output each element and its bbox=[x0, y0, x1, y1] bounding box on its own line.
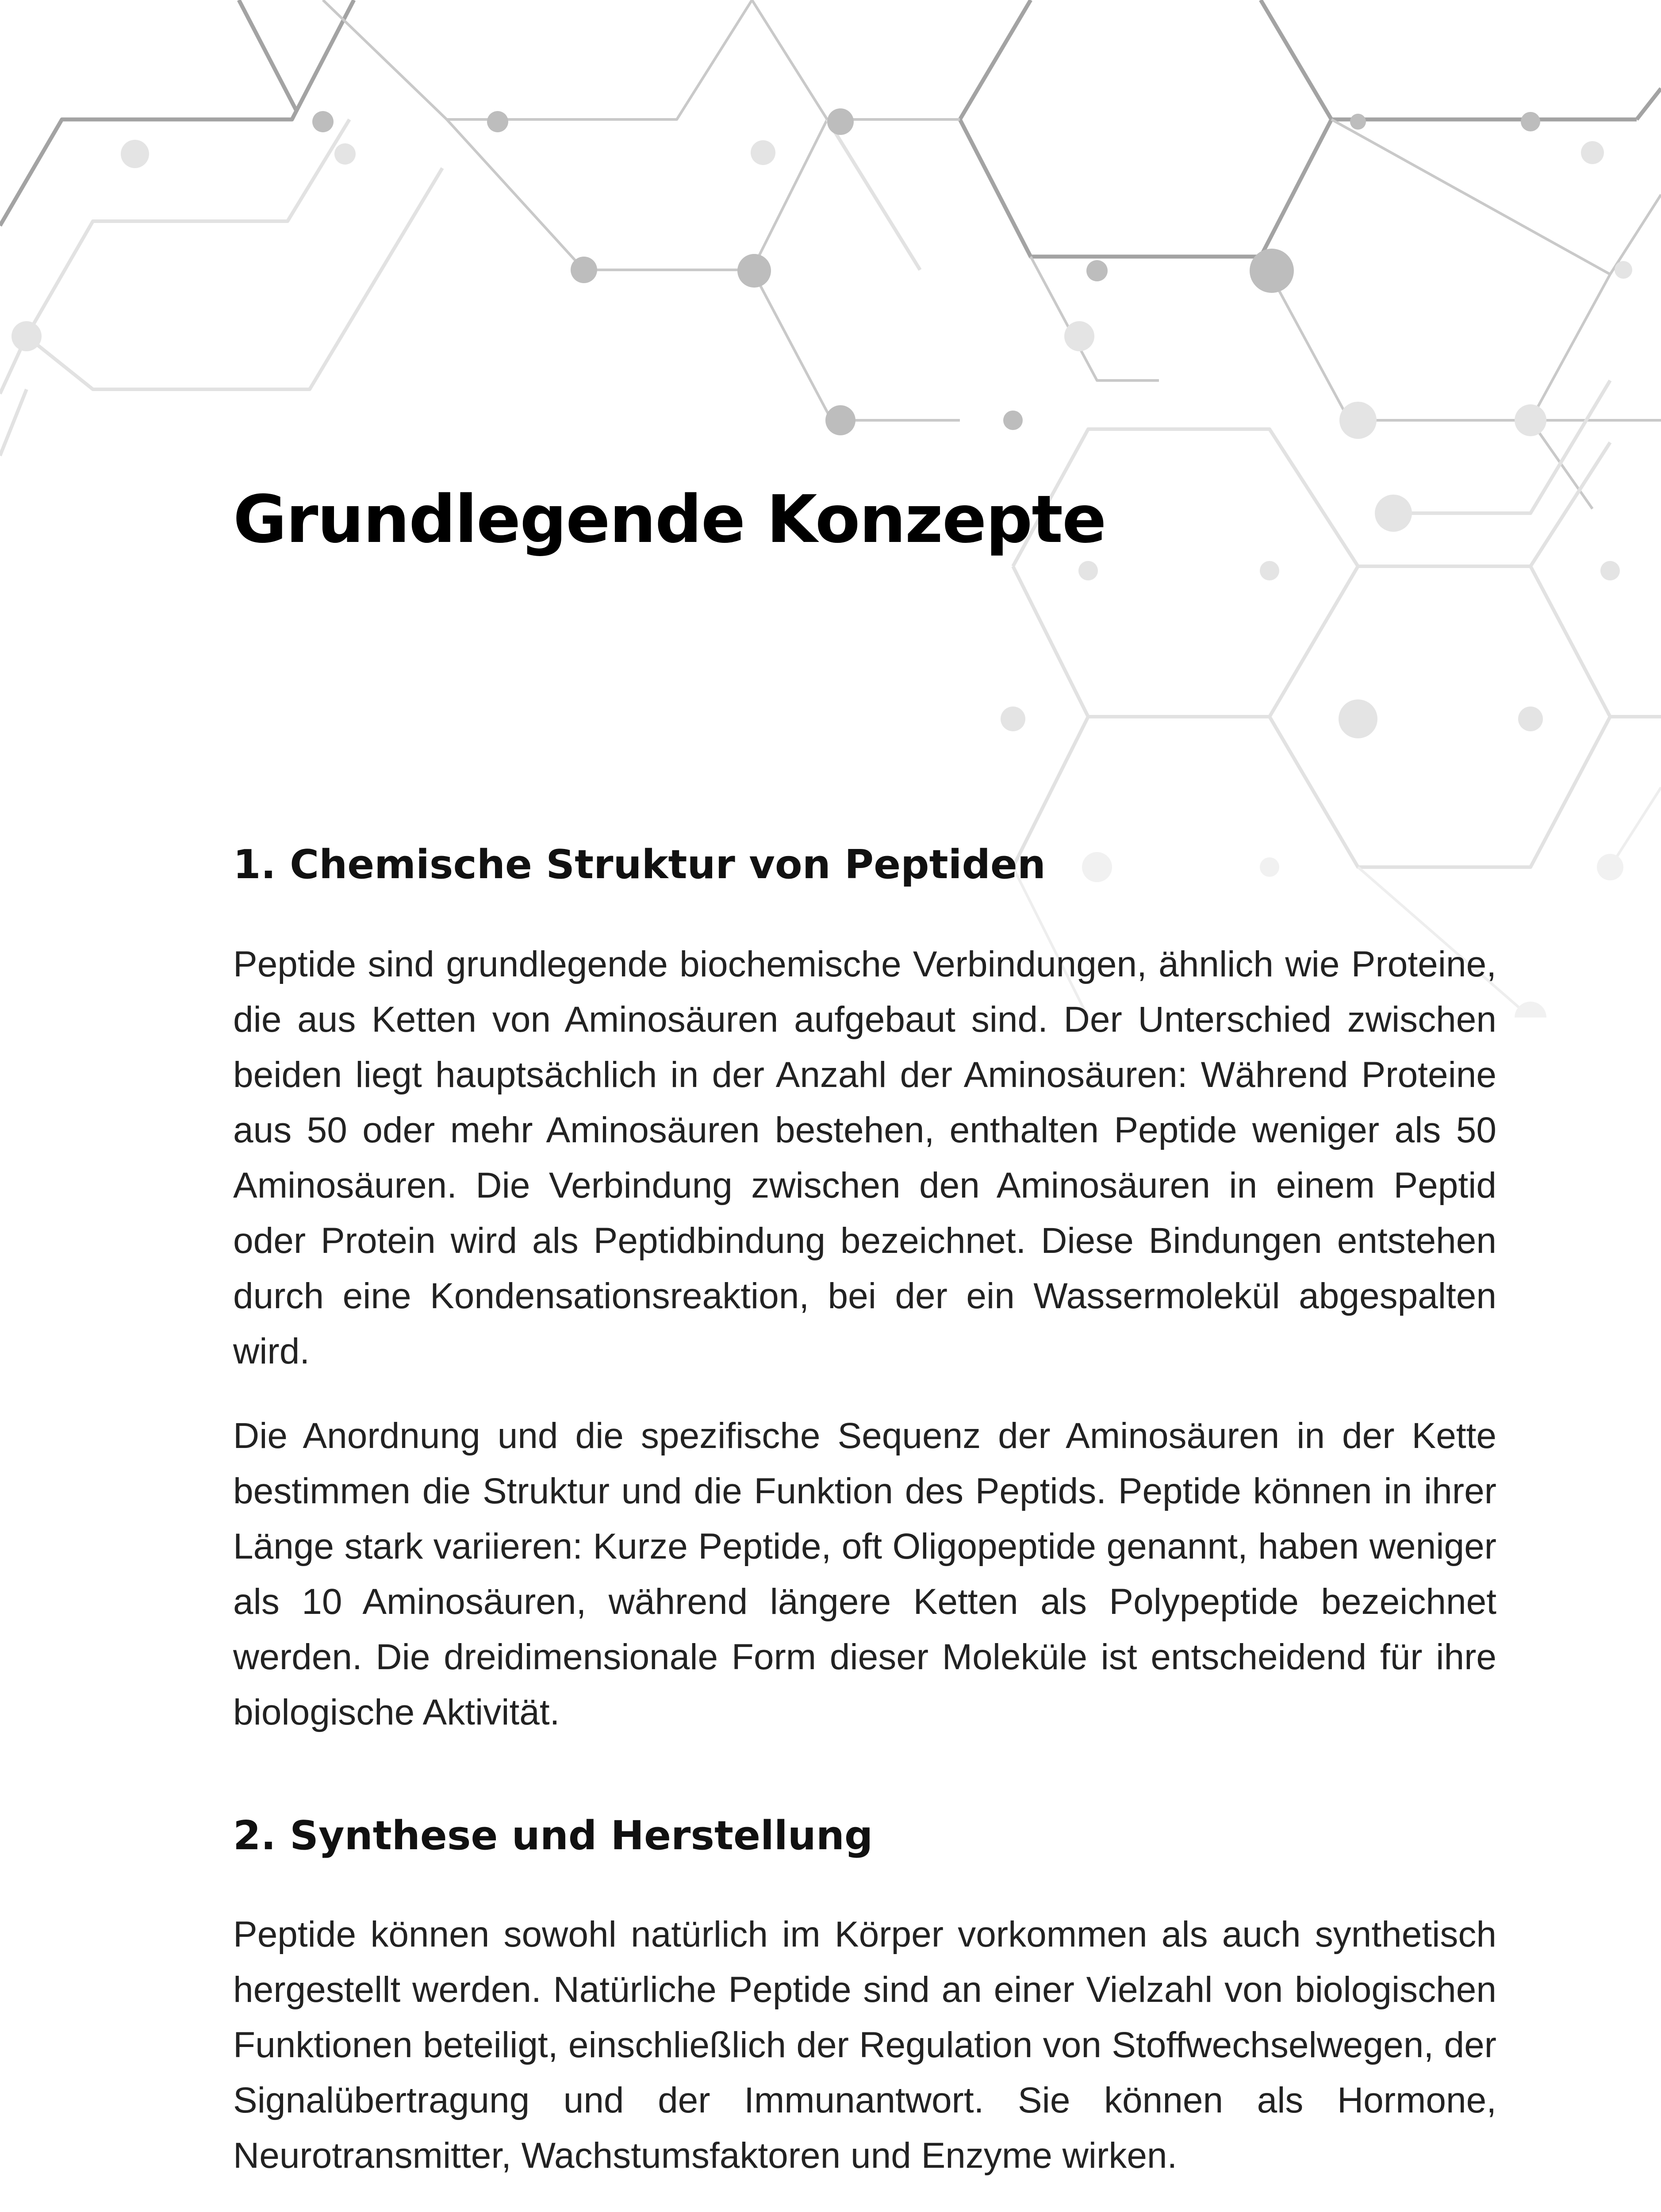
molecule-dots-light bbox=[12, 140, 1632, 738]
section-heading-synthesis: 2. Synthese und Herstellung bbox=[233, 1813, 873, 1859]
molecule-dots-dark bbox=[312, 108, 1540, 435]
paragraph-synthesis: Peptide können sowohl natürlich im Körper vorkommen als auch synthetisch hergestellt werden. Natürliche Peptide sind an einer Vielzahl von biologischen Funktionen beteiligt, einschließlich der Regulation von Stoffwechselwegen, der Signalübertragung und der Immunantwort. Sie können als Hormone, Neurotransmitter, Wachstumsfaktoren und Enzyme wirken. bbox=[233, 1914, 1496, 2176]
paragraph-peptide-definition: Peptide sind grundlegende biochemische Verbindungen, ähnlich wie Proteine, die aus Ketten von Aminosäuren aufgebaut sind. Der Unterschied zwischen beiden liegt hauptsächlich in der Anzahl der Aminosäuren: Während Proteine aus 50 oder mehr Aminosäuren bestehen, enthalten Peptide weniger als 50 Aminosäuren. Die Verbindung zwischen den Aminosäuren in einem Peptid oder Protein wird als Peptidbindung bezeichnet. Diese Bindungen entstehen durch eine Kondensationsreaktion, bei der ein Wassermolekül abgespalten wird. bbox=[233, 944, 1496, 1371]
paragraph-sequence-structure: Die Anordnung und die spezifische Sequenz der Aminosäuren in der Kette bestimmen die Struktur und die Funktion des Peptids. Peptide können in ihrer Länge stark variieren: Kurze Peptide, oft Oligopeptide genannt, haben weniger als 10 Aminosäuren, während längere Ketten als Polypeptide bezeichnet werden. Die dreidimensionale Form dieser Moleküle ist entscheidend für ihre biologische Aktivität. bbox=[233, 1416, 1496, 1732]
hexagon-lines-medium bbox=[323, 0, 1661, 509]
section-heading-chemical-structure: 1. Chemische Struktur von Peptiden bbox=[233, 841, 1046, 888]
page-title: Grundlegende Konzepte bbox=[233, 481, 1106, 557]
